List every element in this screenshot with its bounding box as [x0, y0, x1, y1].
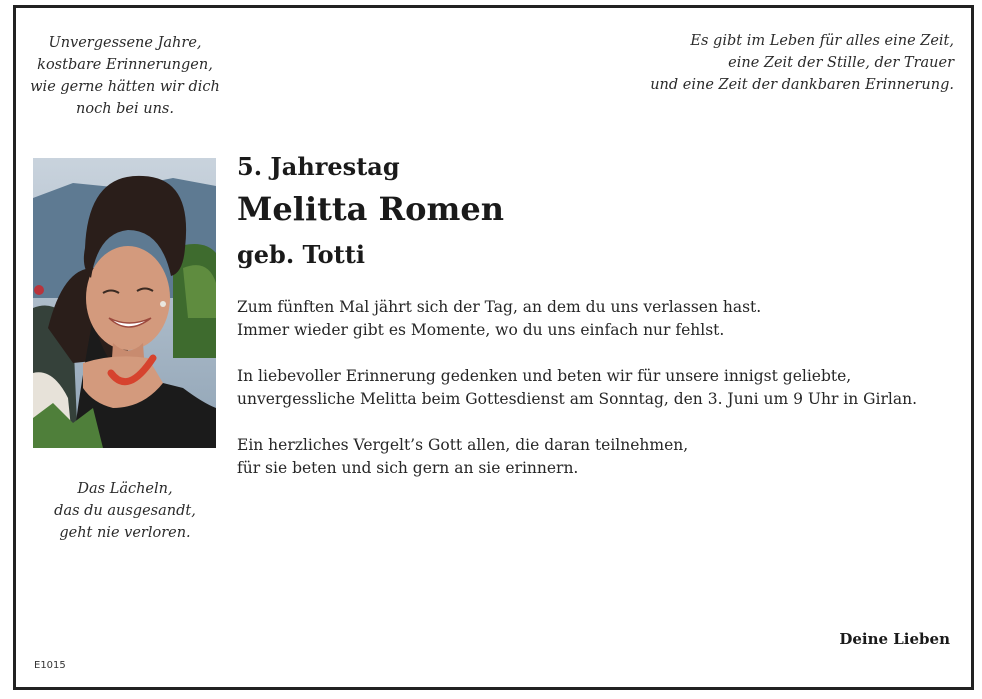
memorial-text: [237, 296, 917, 503]
paragraph: [237, 296, 917, 342]
quote-line: und eine Zeit der dankbaren Erinnerung.: [650, 77, 954, 93]
text-line: Zum fünften Mal jährt sich der Tag, an dem du uns verlassen hast.: [237, 298, 762, 316]
quote-line: Das Lächeln,: [77, 481, 173, 497]
portrait-illustration: [33, 158, 216, 448]
quote-line: geht nie verloren.: [59, 525, 191, 541]
text-line: Ein herzliches Vergelt’s Gott allen, die daran teilnehmen,: [237, 436, 689, 454]
quote-line: Es gibt im Leben für alles eine Zeit,: [690, 33, 954, 49]
paragraph: [237, 365, 917, 411]
quote-bottom-left: [20, 478, 230, 544]
paragraph: [237, 434, 917, 480]
deceased-name: Melitta Romen: [237, 190, 504, 228]
quote-top-right: [650, 30, 954, 96]
quote-line: Unvergessene Jahre,: [48, 35, 202, 51]
quote-line: noch bei uns.: [76, 101, 174, 117]
anniversary-title: 5. Jahrestag: [237, 152, 400, 181]
signature: Deine Lieben: [839, 630, 950, 648]
birth-name: geb. Totti: [237, 240, 365, 269]
quote-line: eine Zeit der Stille, der Trauer: [728, 55, 954, 71]
quote-line: das du ausgesandt,: [54, 503, 196, 519]
portrait-photo: [33, 158, 216, 448]
quote-top-left: [20, 32, 230, 120]
quote-line: wie gerne hätten wir dich: [30, 79, 220, 95]
text-line: unvergessliche Melitta beim Gottesdienst am Sonntag, den 3. Juni um 9 Uhr in Girlan.: [237, 390, 918, 408]
text-line: In liebevoller Erinnerung gedenken und beten wir für unsere innigst geliebte,: [237, 367, 852, 385]
reference-code: E1015: [34, 660, 66, 671]
text-line: Immer wieder gibt es Momente, wo du uns einfach nur fehlst.: [237, 321, 725, 339]
text-line: für sie beten und sich gern an sie erinnern.: [237, 459, 579, 477]
quote-line: kostbare Erinnerungen,: [37, 57, 213, 73]
